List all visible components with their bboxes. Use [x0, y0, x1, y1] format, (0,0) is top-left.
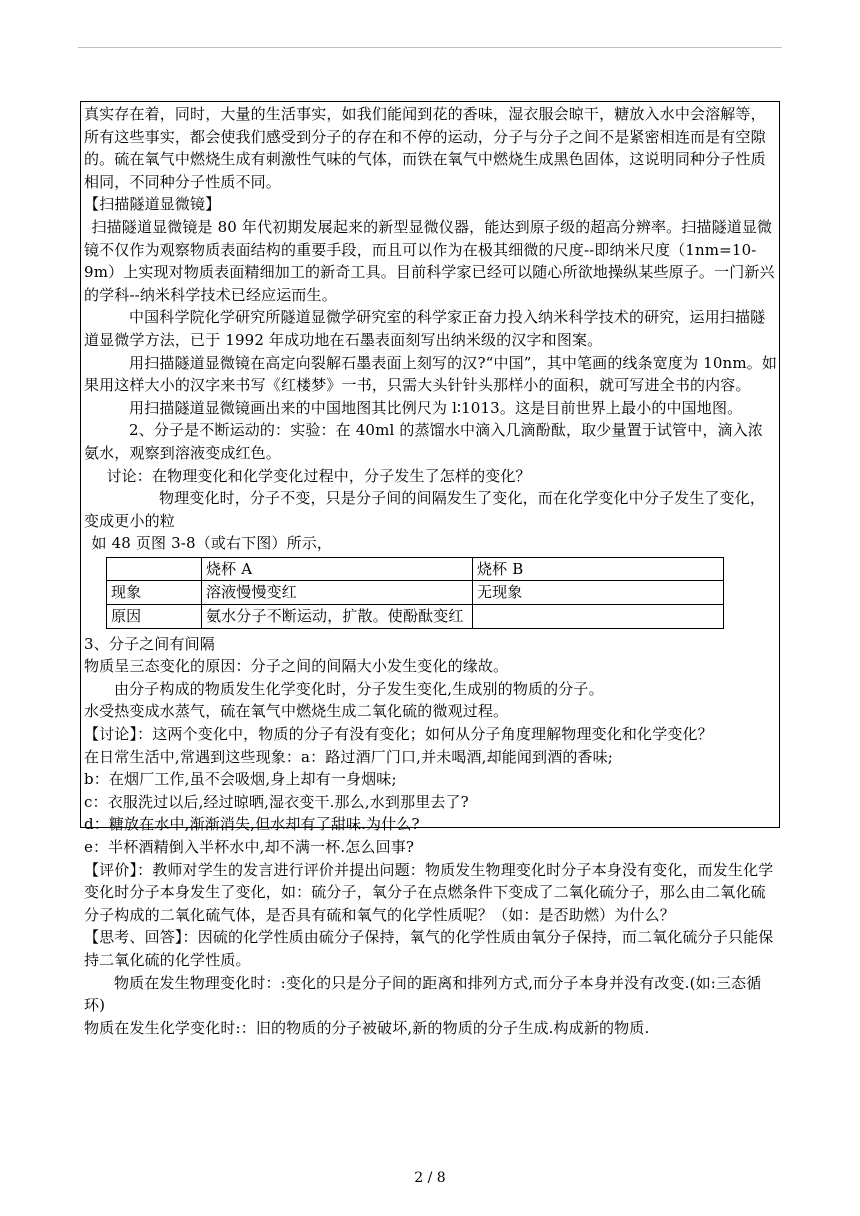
paragraph: 真实存在着，同时，大量的生活事实，如我们能闻到花的香味，湿衣服会晾干，糖放入水中会溶解等，所有这些事实，都会使我们感受到分子的存在和不停的运动，分子与分子之间不是紧密相连而是有空隙的。硫在氧气中燃烧生成有刺激性气味的气体，而铁在氧气中燃烧生成黑色固体，这说明同种分子性质相同，不同种分子性质不同。 [84, 105, 766, 191]
document-body [84, 103, 778, 1039]
paragraph: 扫描隧道显微镜是 80 年代初期发展起来的新型显微仪器，能达到原子级的超高分辨率。扫描隧道显微镜不仅作为观察物质表面结构的重要手段，而且可以作为在极其细微的尺度--即纳米尺度（1nm=10-9m）上实现对物质表面精细加工的新奇工具。目前科学家已经可以随心所欲地操纵某些原子。一门新兴的学科--纳米科学技术已经应运而生。 [84, 217, 775, 304]
paragraph: 物理变化时，分子不变，只是分子间的间隔发生了变化，而在化学变化中分子发生了变化，变成更小的粒 [84, 489, 766, 530]
table-cell [473, 605, 724, 629]
paragraph: 用扫描隧道显微镜在高定向裂解石墨表面上刻写的汉?“中国”，其中笔画的线条宽度为 10nm。如果用这样大小的汉字来书写《红楼梦》一书，只需大头针针头那样小的面积，就可写进全书的内容。 [84, 353, 778, 395]
page-number: 2 / 8 [414, 1170, 446, 1186]
table-cell: 原因 [107, 605, 202, 629]
paragraph: e：半杯酒精倒入半杯水中,却不满一杯.怎么回事? [84, 838, 415, 856]
paragraph: d：糖放在水中,渐渐消失,但水却有了甜味.为什么? [84, 815, 420, 834]
paragraph: 2、分子是不断运动的：实验：在 40ml 的蒸馏水中滴入几滴酚酞，取少量置于试管中，滴入浓氨水，观察到溶液变成红色。 [84, 421, 763, 462]
table-row [107, 581, 724, 605]
table-cell: 烧杯 A [202, 557, 473, 581]
section-heading: 3、分子之间有间隔 [84, 634, 215, 653]
paragraph: 由分子构成的物质发生化学变化时，分子发生变化,生成别的物质的分子。 [114, 679, 604, 698]
paragraph: 水受热变成水蒸气，硫在氧气中燃烧生成二氧化硫的微观过程。 [84, 702, 509, 721]
paragraph: 如 48 页图 3-8（或右下图）所示， [91, 534, 333, 553]
paragraph: 用扫描隧道显微镜画出来的中国地图其比例尺为 l∶1013。这是目前世界上最小的中国地图。 [129, 398, 743, 417]
paragraph: 中国科学院化学研究所隧道显微学研究室的科学家正奋力投入纳米科学技术的研究，运用扫描隧道显微学方法，已于 1992 年成功地在石墨表面刻写出纳米级的汉字和图案。 [84, 308, 766, 349]
table-cell: 溶液慢慢变红 [202, 581, 473, 605]
observation-table [106, 557, 724, 629]
table-row [107, 557, 724, 581]
paragraph: 【评价】：教师对学生的发言进行评价并提出问题：物质发生物理变化时分子本身没有变化，而发生化学变化时分子本身发生了变化，如：硫分子，氧分子在点燃条件下变成了二氧化硫分子，那么由二氧化硫分子构成的二氧化硫气体，是否具有硫和氧气的化学性质呢？（如：是否助燃）为什么？ [84, 860, 774, 924]
table-cell: 氨水分子不断运动，扩散。使酚酞变红 [202, 605, 473, 629]
table-cell [107, 557, 202, 581]
paragraph: 讨论：在物理变化和化学变化过程中，分子发生了怎样的变化？ [106, 466, 531, 485]
section-heading: 【扫描隧道显微镜】 [84, 195, 221, 214]
paragraph: 【思考、回答】：因硫的化学性质由硫分子保持，氧气的化学性质由氧分子保持，而二氧化硫分子只能保持二氧化硫的化学性质。 [84, 928, 774, 969]
paragraph: 物质在发生物理变化时：:变化的只是分子间的距离和排列方式,而分子本身并没有改变.(如:三态循环) [84, 973, 762, 1015]
paragraph: 物质呈三态变化的原因：分子之间的间隔大小发生变化的缘故。 [84, 657, 509, 676]
paragraph: c：衣服洗过以后,经过晾晒,湿衣变干.那么,水到那里去了? [84, 792, 469, 811]
paragraph: b：在烟厂工作,虽不会吸烟,身上却有一身烟味; [84, 770, 397, 789]
table-cell: 烧杯 B [473, 557, 724, 581]
table-row [107, 605, 724, 629]
paragraph: 【讨论】：这两个变化中，物质的分子有没有变化；如何从分子角度理解物理变化和化学变化？ [84, 725, 713, 744]
header-rule [78, 47, 782, 48]
paragraph: 物质在发生化学变化时:：旧的物质的分子被破坏,新的物质的分子生成.构成新的物质. [84, 1018, 650, 1037]
paragraph: 在日常生活中,常遇到这些现象：a：路过酒厂门口,并未喝酒,却能闻到酒的香味; [84, 747, 614, 766]
table-cell: 无现象 [473, 581, 724, 605]
table-cell: 现象 [107, 581, 202, 605]
